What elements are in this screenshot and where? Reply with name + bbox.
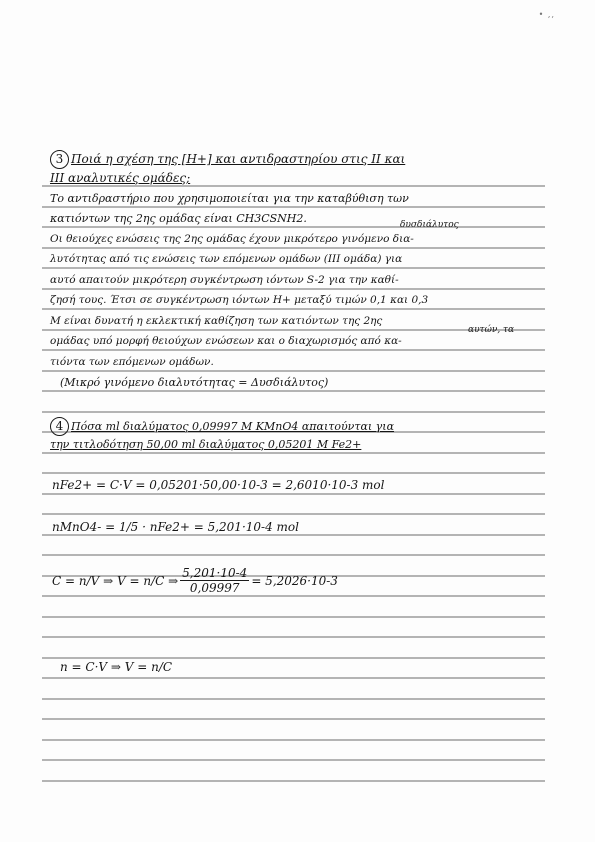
q3-heading-line-2: III αναλυτικές ομάδες; [50, 171, 191, 185]
corner-mark: • ,, [538, 10, 555, 19]
q4-calc-3-right: = 5,2026·10-3 [251, 573, 338, 588]
q4-number: 4 [50, 417, 69, 436]
q3-answer-line-8: ομάδας υπό μορφή θειούχων ενώσεων και ο διαχωρισμός από κα- [50, 335, 402, 347]
q4-calc-3-fraction [180, 566, 249, 595]
q3-insert-1: δυσδιάλυτος [400, 220, 459, 230]
q4-calc-2: nMnO4- = 1/5 · nFe2+ = 5,201·10-4 mol [52, 520, 299, 534]
q4-calc-4: n = C·V ⇒ V = n/C [60, 660, 173, 674]
q4-calc-3 [52, 566, 338, 595]
q3-number: 3 [50, 150, 69, 169]
q3-answer-line-6: ζησή τους. Έτσι σε συγκέντρωση ιόντων H+ μεταξύ τιμών 0,1 και 0,3 [50, 294, 429, 306]
q3-answer-line-5: αυτό απαιτούν μικρότερη συγκέντρωση ιόντων S-2 για την καθί- [50, 274, 399, 286]
q3-answer-line-1: Το αντιδραστήριο που χρησιμοποιείται για την καταβύθιση των [50, 192, 409, 205]
q3-answer-line-10: (Μικρό γινόμενο διαλυτότητας = Δυσδιάλυτος) [60, 376, 329, 389]
q3-heading-line-1 [50, 150, 405, 169]
q4-calc-1: nFe2+ = C·V = 0,05201·50,00·10-3 = 2,6010·10-3 mol [52, 478, 385, 492]
q3-answer-line-7: M είναι δυνατή η εκλεκτική καθίζηση των κατιόντων της 2ης [50, 315, 383, 327]
q4-heading-line-1 [50, 417, 394, 436]
q4-heading-text-1: Πόσα ml διαλύματος 0,09997 M KMnO4 απαιτούνται για [71, 420, 395, 433]
q3-heading-text-1: Ποιά η σχέση της [H+] και αντιδραστηρίου στις II και [71, 152, 406, 166]
q3-answer-line-2: κατιόντων της 2ης ομάδας είναι CH3CSNH2. [50, 212, 307, 225]
q4-calc-3-left: C = n/V ⇒ V = n/C ⇒ [52, 573, 179, 588]
q3-answer-line-4: λυτότητας από τις ενώσεις των επόμενων ομάδων (III ομάδα) για [50, 253, 403, 265]
q4-calc-3-numerator: 5,201·10-4 [182, 566, 248, 580]
q3-answer-line-9: τιόντα των επόμενων ομάδων. [50, 356, 214, 368]
q3-answer-line-3: Οι θειούχες ενώσεις της 2ης ομάδας έχουν μικρότερο γινόμενο δια- [50, 233, 414, 245]
q4-heading-line-2: την τιτλοδότηση 50,00 ml διαλύματος 0,05201 M Fe2+ [50, 438, 362, 451]
q3-insert-2: αυτών, τα [468, 325, 515, 335]
q4-calc-3-denominator: 0,09997 [189, 581, 240, 595]
